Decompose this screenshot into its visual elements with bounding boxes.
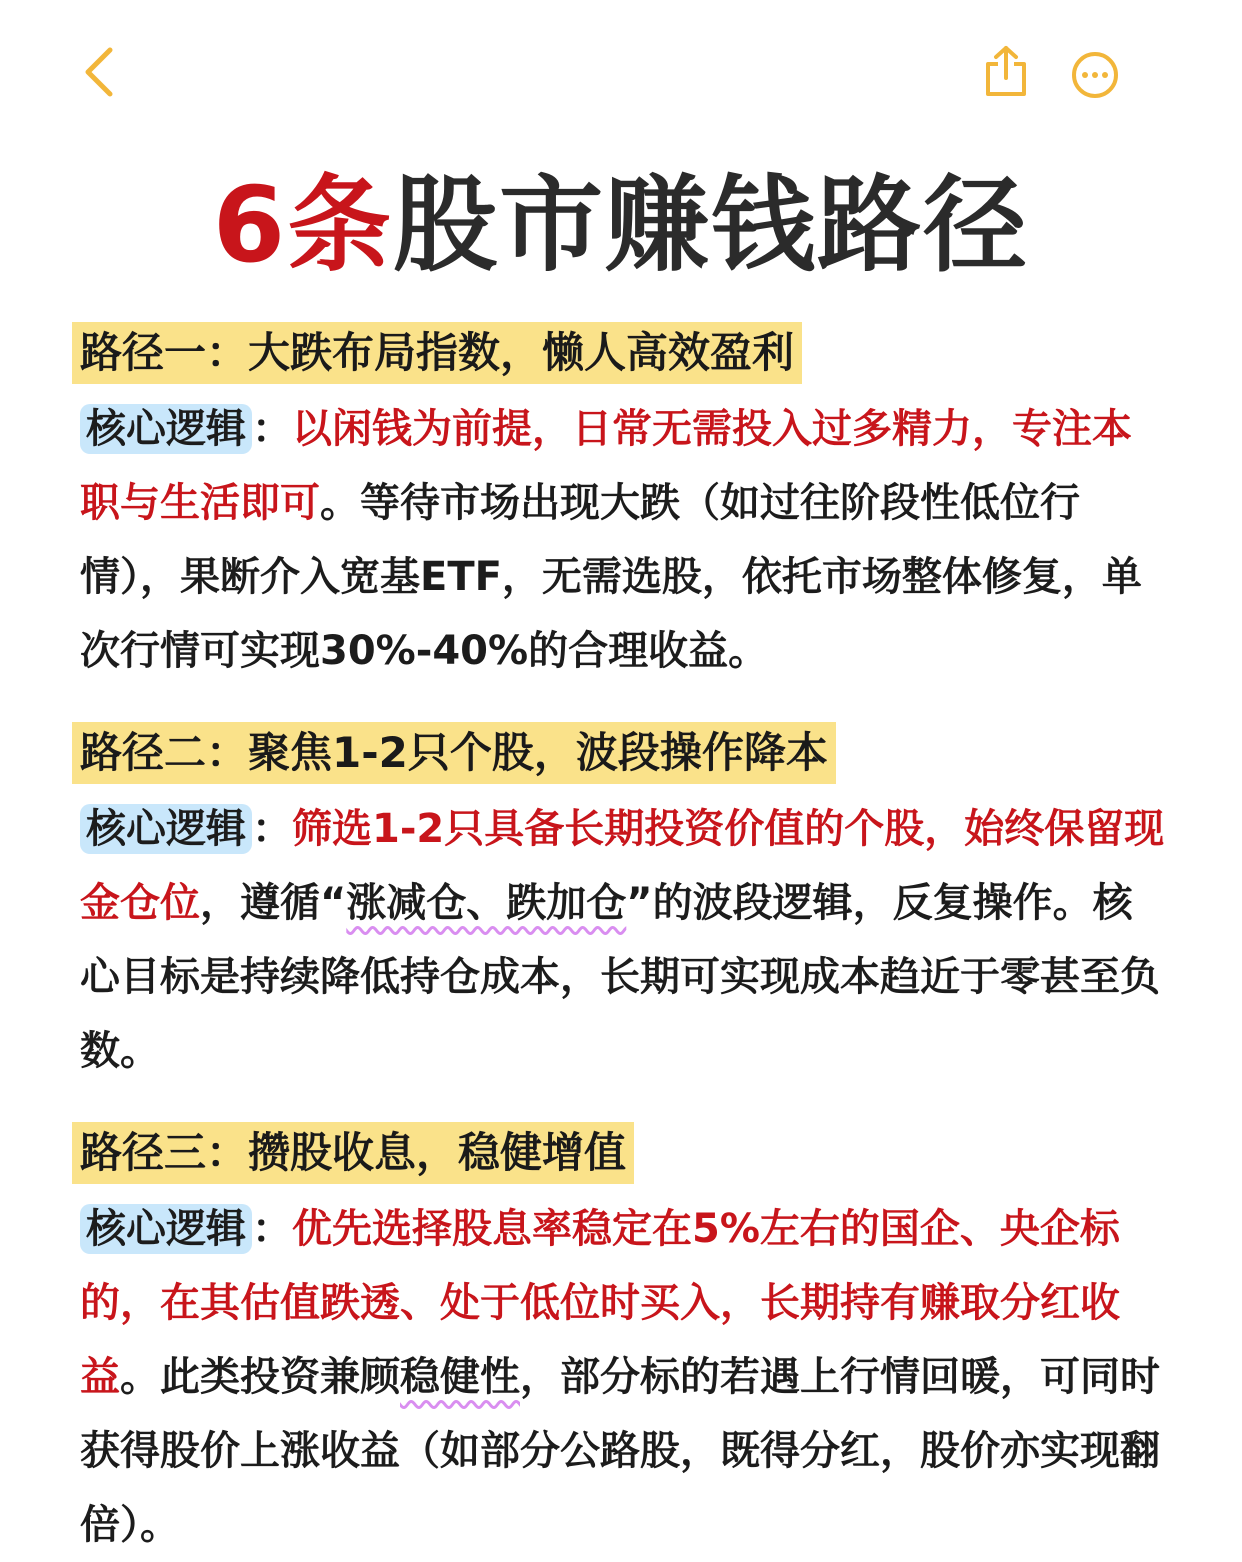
wavy-underlined-text: 稳健性 — [400, 1354, 520, 1400]
section-body — [80, 792, 1170, 1088]
title-text: 股市赚钱路径 — [393, 164, 1030, 286]
chevron-left-icon — [74, 42, 124, 102]
colon: ： — [252, 806, 292, 852]
section-body — [80, 1192, 1170, 1562]
body-text: ，部分标的若遇上行情回暖，可同时获得股价上涨收益（如部分公路股，既得分红，股价亦实现翻倍）。 — [80, 1354, 1160, 1548]
colon: ： — [252, 1206, 292, 1252]
body-text: ，遵循“ — [200, 880, 347, 926]
core-logic-tag: 核心逻辑 — [80, 804, 252, 854]
section-heading: 路径二：聚焦1-2只个股，波段操作降本 — [72, 722, 836, 784]
body-text: 。此类投资兼顾 — [120, 1354, 400, 1400]
highlight-text: 以闲钱为前提，日常无需投入过多精力，专注本职与生活即可 — [80, 406, 1132, 526]
share-button[interactable] — [980, 44, 1032, 100]
highlight-text: 筛选1-2只具备长期投资价值的个股，始终保留现金仓位 — [80, 806, 1165, 926]
body-text: ”的波段逻辑，反复操作。核心目标是持续降低持仓成本，长期可实现成本趋近于零甚至负数。 — [80, 880, 1160, 1074]
more-button[interactable] — [1070, 50, 1120, 100]
page-title — [0, 150, 1242, 300]
share-icon — [980, 44, 1032, 100]
core-logic-tag: 核心逻辑 — [80, 404, 252, 454]
more-icon — [1070, 50, 1120, 100]
core-logic-tag: 核心逻辑 — [80, 1204, 252, 1254]
section-heading: 路径一：大跌布局指数，懒人高效盈利 — [72, 322, 802, 384]
section-body — [80, 392, 1170, 688]
section-heading: 路径三：攒股收息，稳健增值 — [72, 1122, 634, 1184]
highlight-text: 优先选择股息率稳定在5%左右的国企、央企标的，在其估值跌透、处于低位时买入，长期持有赚取分红收益 — [80, 1206, 1120, 1400]
title-number: 6条 — [212, 164, 394, 286]
wavy-underlined-text: 涨减仓、跌加仓 — [346, 880, 627, 926]
body-text: 。等待市场出现大跌（如过往阶段性低位行情），果断介入宽基ETF，无需选股，依托市场整体修复，单次行情可实现30%-40%的合理收益。 — [80, 480, 1142, 674]
colon: ： — [252, 406, 292, 452]
back-button[interactable] — [74, 42, 124, 102]
top-navigation-bar — [0, 0, 1242, 140]
